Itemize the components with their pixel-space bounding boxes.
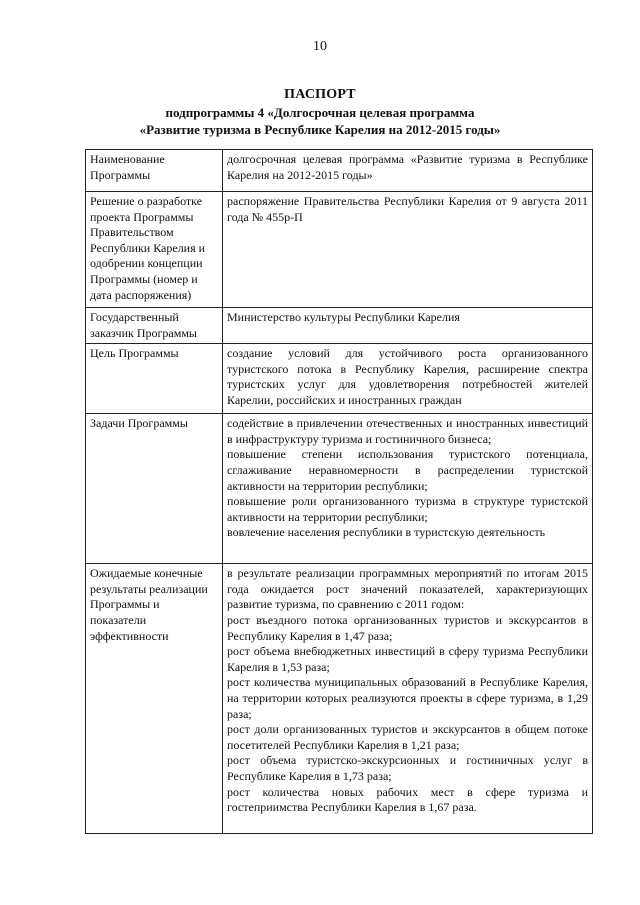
document-subtitle: подпрограммы 4 «Долгосрочная целевая программа: [165, 105, 475, 120]
value-line: рост объема внебюджетных инвестиций в сферу туризма Республики Карелия в 1,53 раза;: [227, 644, 588, 674]
document-title: ПАСПОРТ: [284, 87, 356, 102]
document-title-block: [0, 86, 640, 138]
table-row-decision: [86, 192, 593, 308]
row-value: [223, 192, 593, 308]
value-line: рост количества новых рабочих мест в сфере туризма и гостеприимства Республики Карелия в 1,67 раза.: [227, 784, 588, 815]
table-row-customer: [86, 308, 593, 344]
page-number: 10: [313, 39, 327, 54]
table-row-program-name: [86, 150, 593, 192]
value-line: повышение степени использования туристского потенциала, сглаживание неравномерности в распределении туристской активности на территории республики;: [227, 447, 588, 493]
row-value: [223, 308, 593, 344]
value-line: в результате реализации программных мероприятий по итогам 2015 года ожидается рост значений показателей, характеризующих развитие туризма, по сравнению с 2011 годом:: [227, 566, 588, 612]
table-row-results: [86, 564, 593, 834]
table-row-tasks: [86, 414, 593, 564]
value-line: рост количества муниципальных образований в Республике Карелия, на территории которых реализуются проекты в сфере туризма, в 1,29 раза;: [227, 675, 588, 721]
value-line: содействие в привлечении отечественных и иностранных инвестиций в инфраструктуру туризма и гостиничного бизнеса;: [227, 416, 588, 446]
value-line: рост доли организованных туристов и экскурсантов в общем потоке посетителей Республики Карелия в 1,21 раза;: [227, 722, 588, 752]
row-value: [223, 564, 593, 834]
value-line: Министерство культуры Республики Карелия: [227, 310, 460, 324]
row-label: Наименование Программы: [86, 150, 223, 192]
row-value: [223, 414, 593, 564]
value-line: долгосрочная целевая программа «Развитие туризма в Республике Карелия на 2012-2015 годы»: [227, 152, 588, 182]
row-label: Решение о разработке проекта Программы Правительством Республики Карелия и одобрении концепции Программы (номер и дата распоряжения): [86, 192, 223, 308]
row-label: Задачи Программы: [86, 414, 223, 564]
value-line: рост въездного потока организованных туристов и экскурсантов в Республику Карелия в 1,47 раза;: [227, 612, 588, 643]
row-label: Государственный заказчик Программы: [86, 308, 223, 344]
row-label: Ожидаемые конечные результаты реализации Программы и показатели эффективности: [86, 564, 223, 834]
document-subtitle-2: «Развитие туризма в Республике Карелия на 2012-2015 годы»: [139, 122, 501, 137]
passport-table: [85, 149, 593, 834]
value-line: вовлечение населения республики в туристскую деятельность: [227, 525, 546, 540]
row-label: Цель Программы: [86, 344, 223, 414]
row-value: [223, 344, 593, 414]
value-line: повышение роли организованного туризма в структуре туристской активности на территории республики;: [227, 494, 588, 524]
value-line: создание условий для устойчивого роста организованного туристского потока в Республику Карелия, расширение спектра туристских услуг для удовлетворения потребностей жителей Карелии, российских и иностранных граждан: [227, 346, 588, 407]
value-line: распоряжение Правительства Республики Карелия от 9 августа 2011 года № 455р-П: [227, 194, 588, 224]
value-line: рост объема туристско-экскурсионных и гостиничных услуг в Республике Карелия в 1,73 раза;: [227, 753, 588, 783]
table-row-goal: [86, 344, 593, 414]
row-value: [223, 150, 593, 192]
